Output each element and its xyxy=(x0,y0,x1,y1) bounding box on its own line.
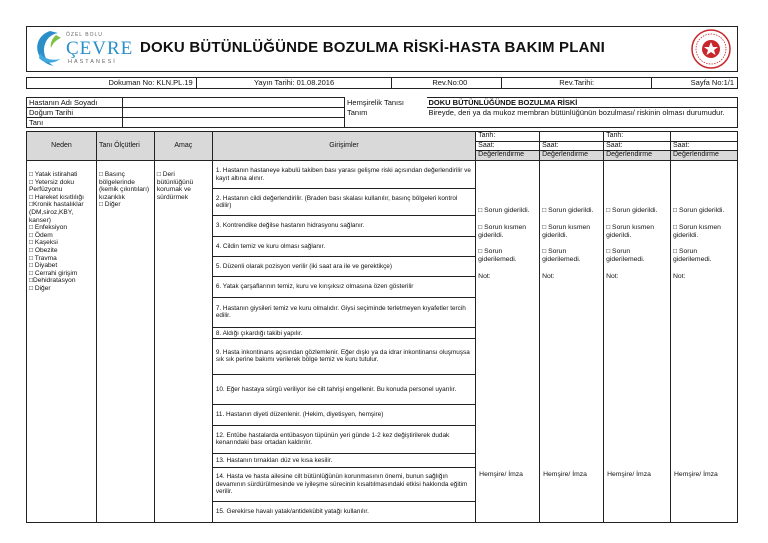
neden-item[interactable]: □ Enfeksiyon xyxy=(29,224,68,232)
saat-4: Saat: xyxy=(671,141,738,151)
degerlendirme-2: Değerlendirme xyxy=(540,151,604,161)
eval-opt-partial[interactable]: □ Sorun kısmen giderildi. xyxy=(542,223,591,239)
eval-opt-unsolved[interactable]: □ Sorun giderilemedi. xyxy=(542,248,581,264)
step-2: 2. Hastanın cildi değerlendirilir. (Braden bası skalası kullanılır, basınç bölgeleri kontrol edilir) xyxy=(213,189,475,216)
step-12: 12. Entübe hastalarda entübasyon tüpünün yeri günde 1-2 kez değiştirilerek dudak kenarındaki bası ortadan kaldırılır. xyxy=(213,425,475,453)
dob-value[interactable] xyxy=(123,108,345,118)
eval-signature: Hemşire/ İmza xyxy=(674,470,718,478)
eval-opt-unsolved[interactable]: □ Sorun giderilemedi. xyxy=(478,248,517,264)
eval-signature: Hemşire/ İmza xyxy=(479,470,523,478)
eval-opt-solved[interactable]: □ Sorun giderildi. xyxy=(673,206,725,214)
step-3: 3. Kontrendike değilse hastanın hidrasyonu sağlanır. xyxy=(213,216,475,236)
neden-item[interactable]: □ Yetersiz doku Perfüzyonu xyxy=(29,178,75,194)
tarih-4 xyxy=(671,132,738,142)
neden-list xyxy=(27,160,97,522)
eval-opt-solved[interactable]: □ Sorun giderildi. xyxy=(542,206,594,214)
page-title: DOKU BÜTÜNLÜĞÜNDE BOZULMA RİSKİ-HASTA BAKIM PLANI xyxy=(140,39,606,56)
col-neden: Neden xyxy=(27,132,97,161)
neden-item[interactable]: □Dehidratasyon xyxy=(29,277,76,285)
amac-list xyxy=(154,160,212,522)
saat-3: Saat: xyxy=(604,141,671,151)
doc-no: Dokuman No: KLN.PL.19 xyxy=(27,78,197,89)
tani-item[interactable]: □ Diğer xyxy=(98,201,121,209)
step-7: 7. Hastanın giysileri temiz ve kuru olmalıdır. Giysi seçiminde terletmeyen kıyafetler tercih edilir. xyxy=(213,297,475,327)
logo-main-text: ÇEVRE xyxy=(66,38,134,59)
step-5: 5. Düzenli olarak pozisyon verilir (iki saat ara ile ve gerektikçe) xyxy=(213,257,475,277)
diagnosis-label: Tanı xyxy=(27,118,123,128)
step-15: 15. Gerekirse havalı yatak/antidekübit yatağı kullanılır. xyxy=(215,508,369,516)
patient-info-table xyxy=(26,97,738,128)
neden-item[interactable]: □ Ödem xyxy=(29,231,53,239)
saat-1: Saat: xyxy=(476,141,540,151)
eval-note: Not: xyxy=(673,272,686,280)
eval-signature: Hemşire/ İmza xyxy=(607,470,651,478)
eval-opt-unsolved[interactable]: □ Sorun giderilemedi. xyxy=(606,248,645,264)
tani-item[interactable]: □ Basınç bölgelerinde (kemik çıkıntıları) kızarıklık xyxy=(98,170,150,201)
definition-label: Tanım xyxy=(345,108,427,128)
neden-item[interactable]: □ Cerrahi girişim xyxy=(29,269,78,277)
eval-note: Not: xyxy=(542,272,555,280)
pub-date: Yayın Tarihi: 01.08.2016 xyxy=(196,78,392,89)
eval-opt-unsolved[interactable]: □ Sorun giderilemedi. xyxy=(673,248,712,264)
evaluation-col-3 xyxy=(604,160,671,522)
hospital-logo xyxy=(30,29,134,69)
eval-opt-partial[interactable]: □ Sorun kısmen giderildi. xyxy=(673,223,721,239)
step-4: 4. Cildin temiz ve kuru olması sağlanır. xyxy=(213,236,475,256)
care-plan-table xyxy=(26,131,738,523)
ministry-seal xyxy=(690,28,732,70)
neden-item[interactable]: □ Travma xyxy=(29,254,57,262)
col-girisimler: Girişimler xyxy=(212,132,475,161)
degerlendirme-4: Değerlendirme xyxy=(671,151,738,161)
neden-item[interactable]: □ Yatak istirahati xyxy=(29,170,78,178)
eval-note: Not: xyxy=(478,272,491,280)
meta-table xyxy=(26,77,738,89)
tarih-1: Tarih: xyxy=(476,132,540,142)
step-1: 1. Hastanın hastaneye kabulü takiben bası yarası gelişme riski açısından değerlendirilir ve kayıt altına alınır. xyxy=(213,161,475,189)
patient-name-value[interactable] xyxy=(123,98,345,108)
degerlendirme-1: Değerlendirme xyxy=(476,151,540,161)
col-amac: Amaç xyxy=(154,132,212,161)
neden-item[interactable]: □ Obezite xyxy=(29,246,58,254)
patient-name-label: Hastanın Adı Soyadı xyxy=(27,98,123,108)
tarih-3: Tarih: xyxy=(604,132,671,142)
degerlendirme-3: Değerlendirme xyxy=(604,151,671,161)
logo-top-text: ÖZEL BOLU xyxy=(66,32,103,38)
diagnosis-value[interactable] xyxy=(123,118,345,128)
eval-note: Not: xyxy=(606,272,619,280)
step-8: 8. Aldığı çıkardığı takibi yapılır. xyxy=(213,327,475,338)
col-tani: Tanı Ölçütleri xyxy=(96,132,154,161)
evaluation-col-4 xyxy=(671,160,738,522)
steps-table xyxy=(213,161,475,522)
eval-opt-partial[interactable]: □ Sorun kısmen giderildi. xyxy=(478,223,527,239)
step-9: 9. Hasta inkontinans açısından gözlemlenir. Eğer dışkı ya da idrar inkontinansı oluşmuşsa sık sık perine bakımı verilerek bölge temiz ve kuru tutulur. xyxy=(213,338,475,375)
tarih-2 xyxy=(540,132,604,142)
step-11: 11. Hastanın diyeti düzenlenir. (Hekim, diyetisyen, hemşire) xyxy=(213,405,475,425)
evaluation-col-1 xyxy=(476,160,540,522)
step-6: 6. Yatak çarşaflarının temiz, kuru ve kırışıksız olmasına özen gösterilir xyxy=(213,277,475,297)
step-13: 13. Hastanın tırnakları düz ve kısa kesilir. xyxy=(213,453,475,467)
neden-item[interactable]: □ Hareket kısıtlılığı xyxy=(29,193,84,201)
amac-item[interactable]: □ Deri bütünlüğünü korumak ve sürdürmek xyxy=(156,170,194,201)
logo-sub-text: HASTANESİ xyxy=(68,59,117,65)
definition-value: Bireyde, deri ya da mukoz membran bütünlüğünün bozulması/ riskinin olması durumudur. xyxy=(427,108,738,128)
ministry-seal-icon xyxy=(690,28,732,70)
rev-no: Rev.No:00 xyxy=(392,78,502,89)
step-10: 10. Eğer hastaya sürgü veriliyor ise cilt tahrişi engellenir. Bu konuda personel uyarılır. xyxy=(213,375,475,405)
neden-item[interactable]: □Kronik hastalıklar (DM,siroz,KBY, kanser) xyxy=(29,201,84,224)
page-no: Sayfa No:1/1 xyxy=(652,78,738,89)
nurse-dx-label: Hemşirelik Tanısı xyxy=(345,98,427,108)
evaluation-col-2 xyxy=(540,160,604,522)
rev-date: Rev.Tarihi: xyxy=(502,78,652,89)
neden-item[interactable]: □ Diğer xyxy=(29,284,51,292)
eval-signature: Hemşire/ İmza xyxy=(543,470,587,478)
tani-list xyxy=(96,160,154,522)
swirl-logo-icon xyxy=(30,29,64,69)
neden-item[interactable]: □ Kaşeksi xyxy=(29,239,58,247)
steps-cell xyxy=(212,160,475,522)
step-14: 14. Hasta ve hasta ailesine cilt bütünlüğünün korunmasının önemi, bunun sağlığın devamının sürdürülmesinde ve iyileşme sürecinin kısaltılmasındaki etkisi hakkında eğitim verilir. xyxy=(213,467,475,501)
eval-opt-solved[interactable]: □ Sorun giderildi. xyxy=(606,206,658,214)
neden-item[interactable]: □ Diyabet xyxy=(29,262,58,270)
nurse-dx-value: DOKU BÜTÜNLÜĞÜNDE BOZULMA RİSKİ xyxy=(427,98,738,108)
eval-opt-solved[interactable]: □ Sorun giderildi. xyxy=(478,206,530,214)
dob-label: Doğum Tarihi xyxy=(27,108,123,118)
saat-2: Saat: xyxy=(540,141,604,151)
eval-opt-partial[interactable]: □ Sorun kısmen giderildi. xyxy=(606,223,654,239)
